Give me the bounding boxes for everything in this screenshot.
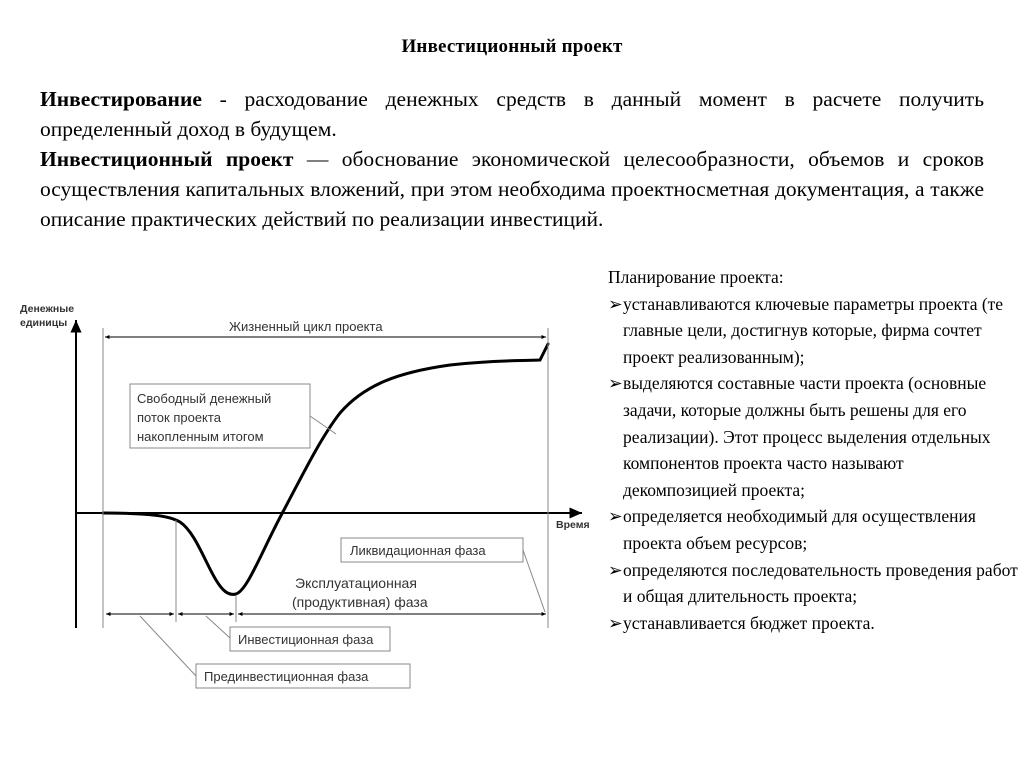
planning-heading: Планирование проекта:	[608, 267, 784, 287]
list-item	[608, 557, 1018, 610]
arrow-check-bullet-icon: ➢	[608, 506, 623, 527]
y-axis-label-line2: единицы	[20, 317, 68, 329]
list-item	[608, 503, 1018, 556]
cashflow-label-line3: накопленным итогом	[137, 429, 264, 444]
cashflow-label-line1: Свободный денежный	[137, 391, 272, 406]
arrow-check-bullet-icon: ➢	[608, 612, 623, 633]
operational-label-line2: (продуктивная) фаза	[292, 594, 428, 610]
arrow-check-bullet-icon: ➢	[608, 293, 623, 314]
investment-phase-leader	[206, 616, 230, 638]
liquidation-leader	[523, 550, 545, 612]
term-investing: Инвестирование	[40, 87, 202, 111]
planning-item-text: устанавливается бюджет проекта.	[623, 612, 875, 633]
planning-section	[608, 264, 1018, 636]
y-axis-label-line1: Денежные	[20, 303, 75, 315]
operational-label-line1: Эксплуатационная	[295, 575, 417, 591]
preinvestment-phase-label: Прединвестиционная фаза	[204, 669, 369, 684]
lifecycle-label: Жизненный цикл проекта	[229, 319, 383, 334]
intro-definitions	[40, 84, 984, 234]
definition-investment-project-text: — обоснование экономической целесообразности, объемов и сроков осуществления капитальных вложений, при этом необходима проектносметная документация, а также описание практических действий по реализации инвестиций.	[40, 147, 984, 231]
planning-item-text: устанавливаются ключевые параметры проекта (те главные цели, достигнув которые, фирма сочтет проект реализованным);	[623, 293, 1004, 367]
planning-item-text: определяются последовательность проведения работ и общая длительность проекта;	[623, 559, 1018, 607]
list-item	[608, 610, 1018, 637]
definition-investment-project	[40, 144, 984, 234]
x-axis-label: Время	[556, 519, 590, 531]
planning-list	[608, 291, 1018, 637]
investment-phase-label: Инвестиционная фаза	[238, 632, 374, 647]
liquidation-label: Ликвидационная фаза	[350, 543, 486, 558]
definition-investing-text: - расходование денежных средств в данный момент в расчете получить определенный доход в будущем.	[40, 87, 984, 141]
page-title: Инвестиционный проект	[401, 36, 623, 57]
arrow-check-bullet-icon: ➢	[608, 559, 623, 580]
planning-item-text: определяется необходимый для осуществления проекта объем ресурсов;	[623, 506, 976, 553]
planning-item-text: выделяются составные части проекта (основные задачи, которые должны быть решены для его реализации). Этот процесс выделения отдельных компонентов проекта часто называют декомпозицией проекта;	[623, 373, 991, 500]
cashflow-label-line2: поток проекта	[137, 410, 221, 425]
list-item	[608, 291, 1018, 371]
list-item	[608, 370, 1018, 503]
preinvestment-phase-leader	[140, 616, 196, 676]
definition-investing	[40, 84, 984, 144]
arrow-check-bullet-icon: ➢	[608, 373, 623, 394]
project-lifecycle-diagram	[0, 250, 600, 700]
term-investment-project: Инвестиционный проект	[40, 147, 294, 171]
